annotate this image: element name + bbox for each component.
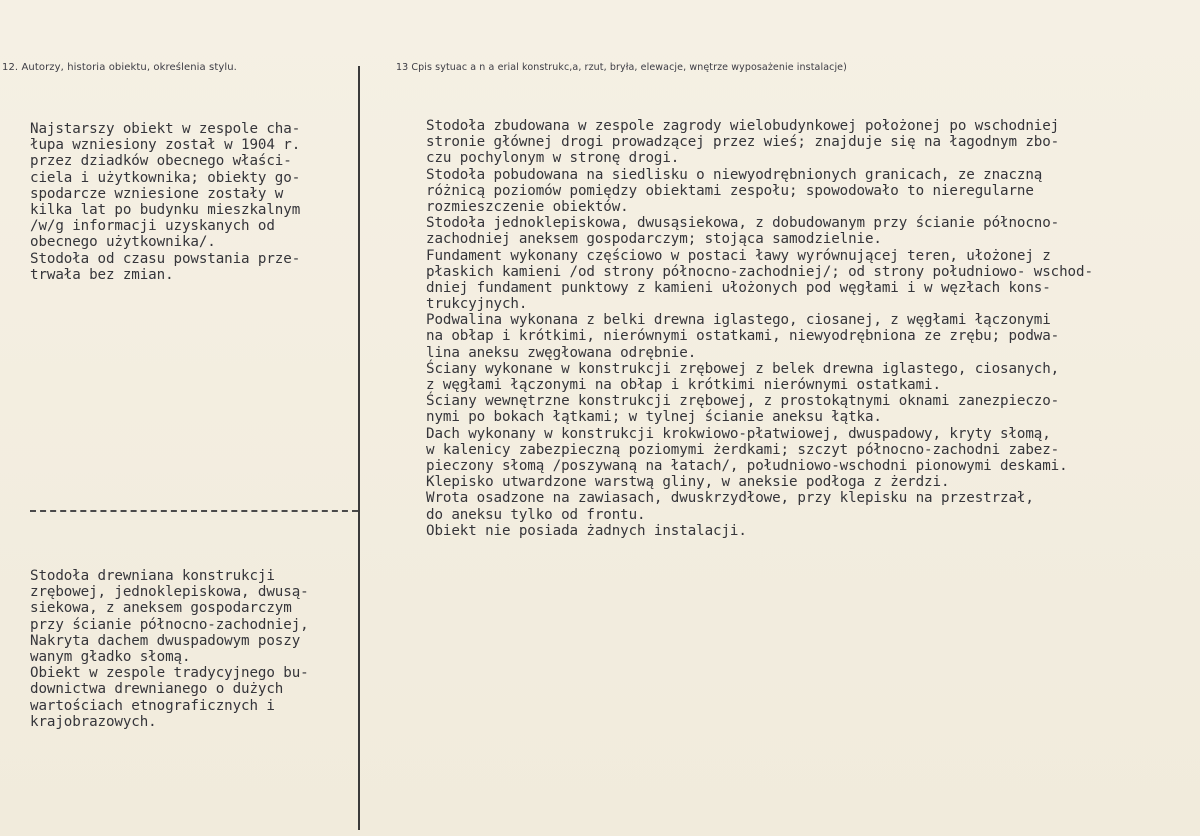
text-line: Obiekt w zespole tradycyjnego bu- (30, 665, 309, 682)
text-line: w kalenicy zabezpieczną poziomymi żerdkami; szczyt północno-zachodni zabez- (426, 441, 1060, 458)
text-line: Stodoła jednoklepiskowa, dwusąsiekowa, z dobudowanym przy ścianie północno- (426, 215, 1060, 232)
text-line: Stodoła zbudowana w zespole zagrody wielobudynkowej położonej po wschodniej (426, 118, 1060, 134)
text-line: Stodoła drewniana konstrukcji (30, 568, 275, 584)
text-line: stronie głównej drogi prowadzącej przez wieś; znajduje się na łagodnym zbo- (426, 134, 1060, 151)
text-line: krajobrazowych. (30, 713, 157, 730)
text-line: przy ścianie północno-zachodniej, (30, 616, 309, 633)
text-line: zachodniej aneksem gospodarczym; stojąca samodzielnie. (426, 231, 882, 248)
text-line: obecnego użytkownika/. (30, 234, 216, 251)
text-line: z węgłami łączonymi na obłap i krótkimi nierównymi ostatkami. (426, 377, 941, 393)
text-line: Fundament wykonany częściowo w postaci ławy wyrównującej teren, ułożonej z (426, 247, 1051, 264)
text-line: na obłap i krótkimi, nierównymi ostatkami, niewyodrębniona ze zrębu; podwa- (426, 328, 1060, 345)
text-line: wartościach etnograficznych i (30, 697, 275, 714)
text-line: czu pochylonym w stronę drogi. (426, 150, 680, 167)
text-line: dniej fundament punktowy z kamieni ułożonych pod węgłami i w węzłach kons- (426, 279, 1051, 296)
text-line: ciela i użytkownika; obiekty go- (30, 169, 301, 186)
text-line: przez dziadków obecnego właści- (30, 153, 292, 170)
text-line: Najstarszy obiekt w zespole cha- (30, 121, 301, 137)
style-summary-text (30, 568, 309, 730)
text-line: lina aneksu zwęgłowana odrębnie. (426, 344, 697, 361)
text-line: wanym gładko słomą. (30, 648, 191, 665)
text-line: rozmieszczenie obiektów. (426, 198, 629, 215)
section-13-header: 13 Cpis sytuac a n a erial konstrukc,a, rzut, bryła, elewacje, wnętrze wyposażenie instalacje) (396, 62, 847, 73)
history-text (30, 121, 300, 283)
text-line: /w/g informacji uzyskanych od (30, 218, 275, 235)
text-line: spodarcze wzniesione zostały w (30, 185, 284, 202)
text-line: downictwa drewnianego o dużych (30, 681, 284, 698)
text-line: Stodoła pobudowana na siedlisku o niewyodrębnionych granicach, ze znaczną (426, 166, 1043, 183)
text-line: pieczony słomą /poszywaną na łatach/, południowo-wschodni pionowymi deskami. (426, 457, 1068, 474)
text-line: Stodoła od czasu powstania prze- (30, 250, 301, 267)
text-line: siekowa, z aneksem gospodarczym (30, 600, 292, 617)
text-line: zrębowej, jednoklepiskowa, dwusą- (30, 584, 309, 601)
text-line: Dach wykonany w konstrukcji krokwiowo-płatwiowej, dwuspadowy, kryty słomą, (426, 425, 1051, 442)
text-line: trwała bez zmian. (30, 266, 174, 283)
description-text (426, 118, 1198, 539)
text-line: Nakryta dachem dwuspadowym poszy (30, 632, 301, 649)
section-12-header: 12. Autorzy, historia obiektu, określenia stylu. (2, 62, 237, 73)
text-line: do aneksu tylko od frontu. (426, 506, 646, 523)
text-line: Klepisko utwardzone warstwą gliny, w aneksie podłoga z żerdzi. (426, 474, 950, 491)
text-line: kilka lat po budynku mieszkalnym (30, 201, 301, 218)
text-line: Ściany wewnętrzne konstrukcji zrębowej, z prostokątnymi oknami zanezpieczo- (426, 393, 1060, 410)
text-line: płaskich kamieni /od strony północno-zachodniej/; od strony południowo- wschod- (426, 263, 1093, 280)
text-line: nymi po bokach łątkami; w tylnej ścianie aneksu łątka. (426, 409, 882, 426)
text-line: różnicą poziomów pomiędzy obiektami zespołu; spowodowało to nieregularne (426, 182, 1034, 199)
column-divider (358, 66, 360, 830)
text-line: Obiekt nie posiada żadnych instalacji. (426, 522, 747, 539)
text-line: Ściany wykonane w konstrukcji zrębowej z belek drewna iglastego, ciosanych, (426, 360, 1060, 377)
text-line: trukcyjnych. (426, 296, 528, 313)
text-line: łupa wzniesiony został w 1904 r. (30, 137, 301, 154)
text-line: Podwalina wykonana z belki drewna iglastego, ciosanej, z węgłami łączonymi (426, 312, 1051, 329)
dashed-separator (30, 510, 358, 512)
text-line: Wrota osadzone na zawiasach, dwuskrzydłowe, przy klepisku na przestrzał, (426, 490, 1034, 507)
